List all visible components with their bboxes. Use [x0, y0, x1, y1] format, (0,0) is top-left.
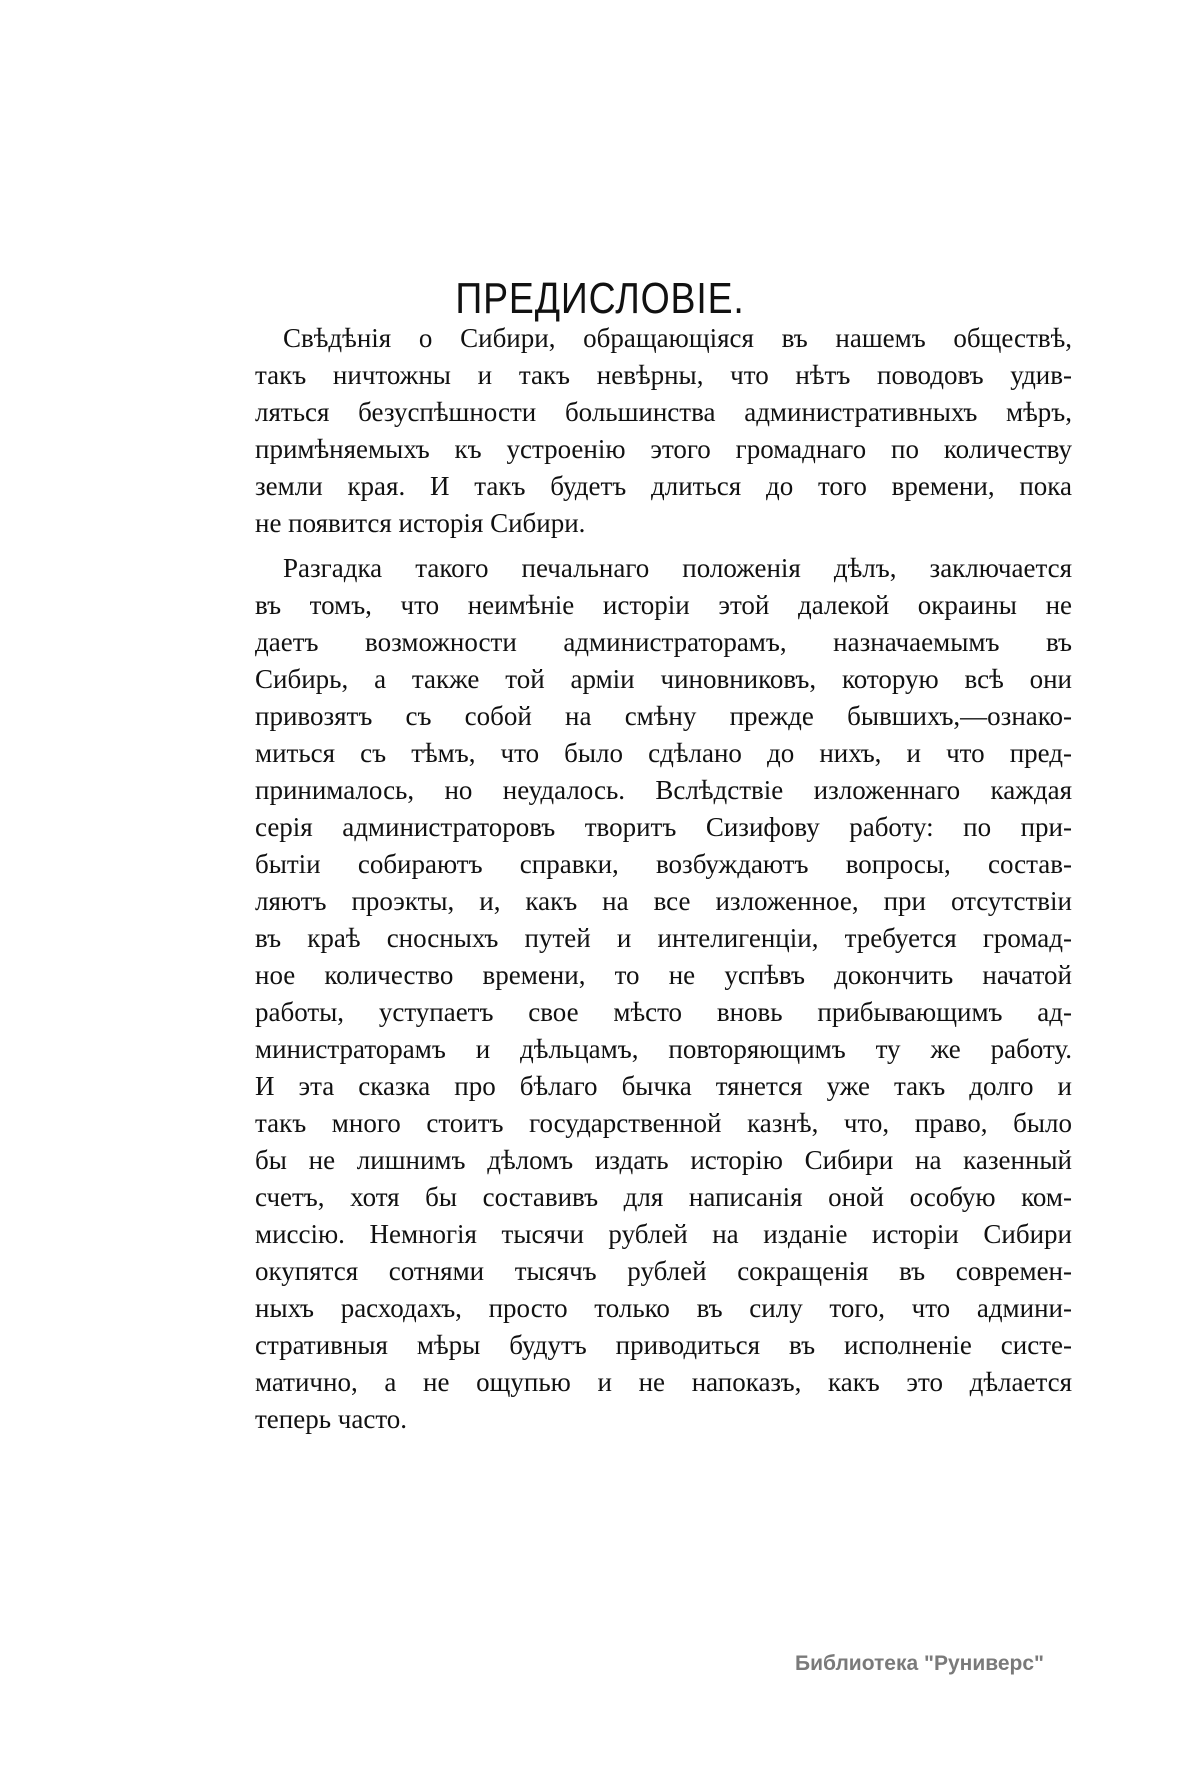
text-line: ляютъ проэкты, и, какъ на все изложенное, при отсутствіи	[255, 886, 1072, 916]
text-line: Сибирь, а также той арміи чиновниковъ, которую всѣ они	[255, 664, 1072, 694]
text-line: серія администраторовъ творитъ Сизифову работу: по при-	[255, 812, 1072, 842]
text-line: примѣняемыхъ къ устроенію этого громаднаго по количеству	[255, 434, 1072, 464]
text-line: привозятъ съ собой на смѣну прежде бывшихъ,—ознако-	[255, 701, 1072, 731]
text-line: И эта сказка про бѣлаго бычка тянется уже такъ долго и	[255, 1071, 1072, 1101]
paragraph	[255, 320, 1072, 542]
text-line: стративныя мѣры будутъ приводиться въ исполненіе систе-	[255, 1330, 1072, 1360]
text-line: матично, а не ощупью и не напоказъ, какъ это дѣлается	[255, 1367, 1072, 1397]
text-line: ное количество времени, то не успѣвъ докончить начатой	[255, 960, 1072, 990]
text-line: министраторамъ и дѣльцамъ, повторяющимъ ту же работу.	[255, 1034, 1072, 1064]
text-line: счетъ, хотя бы составивъ для написанія оной особую ком-	[255, 1182, 1072, 1212]
paragraph	[255, 550, 1072, 1438]
text-line: такъ ничтожны и такъ невѣрны, что нѣтъ поводовъ удив-	[255, 360, 1072, 390]
text-line: даетъ возможности администраторамъ, назначаемымъ въ	[255, 627, 1072, 657]
text-line: миться съ тѣмъ, что было сдѣлано до нихъ, и что пред-	[255, 738, 1072, 768]
text-line: въ томъ, что неимѣніе исторіи этой далекой окраины не	[255, 590, 1072, 620]
page-title: ПРЕДИСЛОВІЕ.	[455, 274, 745, 323]
text-line: такъ много стоитъ государственной казнѣ, что, право, было	[255, 1108, 1072, 1138]
text-line: миссію. Немногія тысячи рублей на изданіе исторіи Сибири	[255, 1219, 1072, 1249]
text-line: ляться безуспѣшности большинства административныхъ мѣръ,	[255, 397, 1072, 427]
text-line: бытіи собираютъ справки, возбуждаютъ вопросы, состав-	[255, 849, 1072, 879]
text-line: теперь часто.	[255, 1404, 408, 1434]
text-line: работы, уступаетъ свое мѣсто вновь прибывающимъ ад-	[255, 997, 1072, 1027]
preface-body	[255, 320, 1072, 1446]
text-line: земли края. И такъ будетъ длиться до того времени, пока	[255, 471, 1072, 501]
text-line: окупятся сотнями тысячъ рублей сокращенія въ современ-	[255, 1256, 1072, 1286]
text-line: Свѣдѣнія о Сибири, обращающіяся въ нашемъ обществѣ,	[283, 323, 1072, 353]
library-watermark: Библиотека "Руниверс"	[795, 1652, 1045, 1675]
text-line: принималось, но неудалось. Вслѣдствіе изложеннаго каждая	[255, 775, 1072, 805]
text-line: Разгадка такого печальнаго положенія дѣлъ, заключается	[283, 553, 1072, 583]
text-line: бы не лишнимъ дѣломъ издать исторію Сибири на казенный	[255, 1145, 1072, 1175]
text-line: не появится исторія Сибири.	[255, 508, 586, 538]
text-line: въ краѣ сносныхъ путей и интелигенціи, требуется громад-	[255, 923, 1072, 953]
text-line: ныхъ расходахъ, просто только въ силу того, что админи-	[255, 1293, 1072, 1323]
